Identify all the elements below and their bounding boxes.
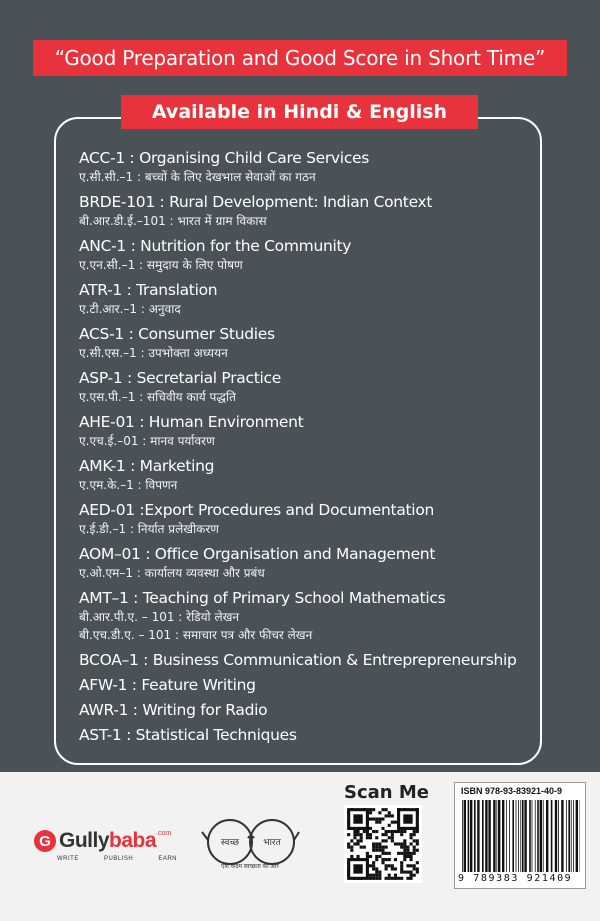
course-item xyxy=(79,412,517,450)
course-title-en: ACS-1 : Consumer Studies xyxy=(79,325,275,343)
logo-domain: .com xyxy=(156,830,172,837)
course-title-en: ASP-1 : Secretarial Practice xyxy=(79,369,281,387)
course-item xyxy=(79,192,517,230)
course-title-en: ANC-1 : Nutrition for the Community xyxy=(79,237,352,255)
course-title-en: AMT–1 : Teaching of Primary School Mathematics xyxy=(79,589,446,607)
course-title-en: AHE-01 : Human Environment xyxy=(79,413,304,431)
slogan-word: PUBLISH xyxy=(103,856,134,862)
course-title-hi: ए.एच.ई.–01 : मानव पर्यावरण xyxy=(79,434,215,448)
course-item xyxy=(79,368,517,406)
course-item xyxy=(79,280,517,318)
barcode-number: 9 789383 921409 xyxy=(458,873,573,884)
course-item xyxy=(79,544,517,582)
course-title-en: AFW-1 : Feature Writing xyxy=(79,676,256,694)
course-title-hi: ए.सी.सी.–1 : बच्चों के लिए देखभाल सेवाओं का गठन xyxy=(79,170,316,184)
logo-slogan xyxy=(57,856,177,862)
course-item xyxy=(79,500,517,538)
course-item xyxy=(79,700,517,720)
logo-wordmark xyxy=(59,829,156,853)
course-title-hi: बी.आर.डी.ई.–101 : भारत में ग्राम विकास xyxy=(79,214,267,228)
available-languages-banner: Available in Hindi & English xyxy=(121,95,478,129)
course-item xyxy=(79,588,517,644)
course-list xyxy=(79,148,517,750)
course-title-hi: ए.ओ.एम–1 : कार्यालय व्यवस्था और प्रबंध xyxy=(79,566,265,580)
course-title-hi: ए.ई.डी.–1 : निर्यात प्रलेखीकरण xyxy=(79,522,219,536)
course-title-hi: ए.टी.आर.–1 : अनुवाद xyxy=(79,302,181,316)
logo-wordmark-part: Gully xyxy=(59,829,110,852)
barcode-icon xyxy=(462,800,580,872)
course-title-en: ACC-1 : Organising Child Care Services xyxy=(79,149,370,167)
swachh-bharat-tagline: एक कदम स्वच्छता की ओर xyxy=(221,864,279,870)
course-title-en: AOM–01 : Office Organisation and Management xyxy=(79,545,436,563)
qr-code[interactable] xyxy=(344,805,422,883)
course-item xyxy=(79,236,517,274)
logo-wordmark-part: baba xyxy=(109,829,157,852)
course-item xyxy=(79,675,517,695)
course-title-hi: बी.आर.पी.ए. – 101 : रेडियो लेखन xyxy=(79,610,240,624)
slogan-word: EARN xyxy=(158,856,177,862)
course-title-hi: ए.एन.सी.–1 : समुदाय के लिए पोषण xyxy=(79,258,243,272)
course-title-en: ATR-1 : Translation xyxy=(79,281,218,299)
gullybaba-logo xyxy=(34,826,171,856)
slogan-word: WRITE xyxy=(57,856,79,862)
course-item xyxy=(79,456,517,494)
course-title-en: AED-01 :Export Procedures and Documentation xyxy=(79,501,435,519)
course-item xyxy=(79,650,517,670)
course-title-en: AST-1 : Statistical Techniques xyxy=(79,726,297,744)
course-title-en: AWR-1 : Writing for Radio xyxy=(79,701,268,719)
course-title-en: BCOA–1 : Business Communication & Entreprepreneurship xyxy=(79,651,517,669)
isbn-label: ISBN 978-93-83921-40-9 xyxy=(461,786,563,796)
course-title-en: BRDE-101 : Rural Development: Indian Context xyxy=(79,193,433,211)
course-title-hi: बी.एच.डी.ए. – 101 : समाचार पत्र और फीचर लेखन xyxy=(79,628,313,642)
course-title-hi: ए.एम.के.–1 : विपणन xyxy=(79,478,178,492)
tagline-banner: “Good Preparation and Good Score in Short Time” xyxy=(33,40,567,76)
logo-g-icon: G xyxy=(34,830,56,852)
course-title-en: AMK-1 : Marketing xyxy=(79,457,215,475)
course-item xyxy=(79,148,517,186)
course-title-hi: ए.एस.पी.–1 : सचिवीय कार्य पद्धति xyxy=(79,390,236,404)
sb-left-text: स्वच्छ xyxy=(220,837,240,847)
scan-me-title: Scan Me xyxy=(344,782,429,803)
course-item xyxy=(79,725,517,745)
course-title-hi: ए.सी.एस.–1 : उपभोक्ता अध्ययन xyxy=(79,346,228,360)
course-item xyxy=(79,324,517,362)
sb-right-text: भारत xyxy=(263,837,281,847)
